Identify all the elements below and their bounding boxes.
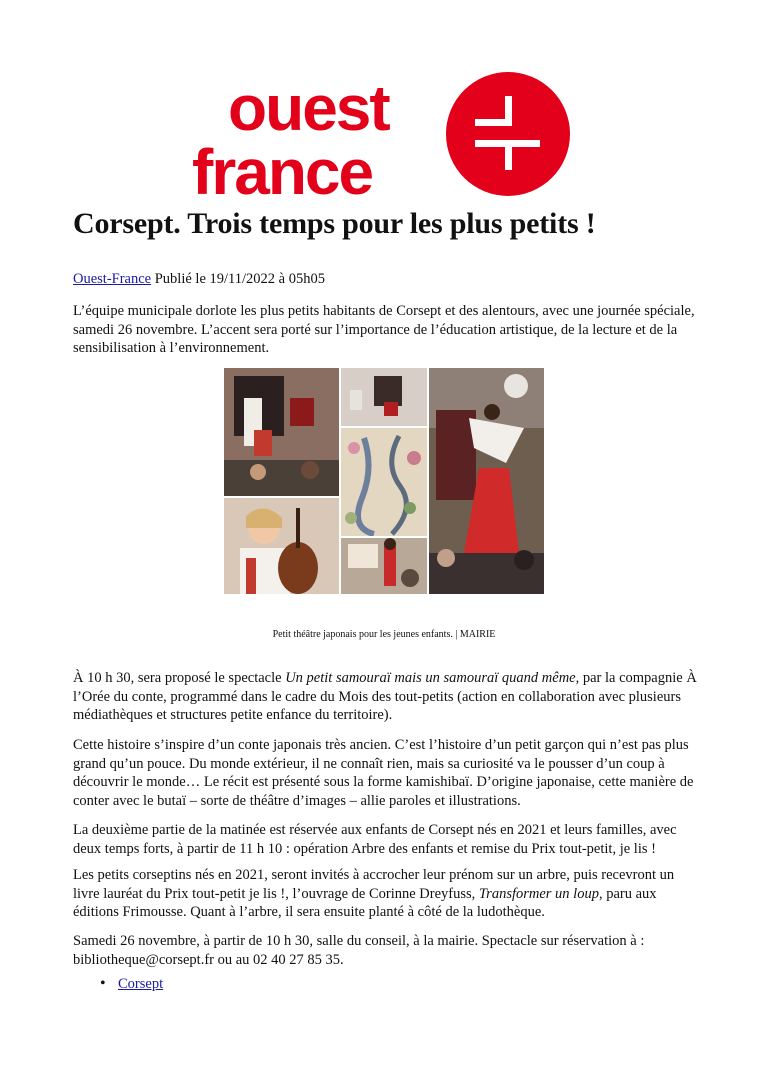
show-title: Un petit samouraï mais un samouraï quand même [285,670,576,686]
article-byline [73,270,325,288]
source-link[interactable]: Ouest-France [73,271,152,287]
publish-date: Publié le 19/11/2022 à 05h05 [154,271,325,287]
article-paragraph-3: La deuxième partie de la matinée est réservée aux enfants de Corsept nés en 2021 et leurs familles, avec deux temps forts, à partir de 11 h 10 : opération Arbre des enfants et remise du Prix tout-petit, je lis ! [73,822,677,857]
paragraph-text: À 10 h 30, sera proposé le spectacle [73,670,286,686]
paragraph-text: Les petits corseptins nés en 2021, seront invités à accrocher leur prénom sur un arbre, puis recevront un livre lauréat du Prix tout-petit je lis !, l’ouvrage de Corinne Dreyfuss, [73,867,675,902]
ouest-france-logo [192,72,576,198]
logo-word-ouest: ouest [228,72,389,144]
article-lead: L’équipe municipale dorlote les plus petits habitants de Corsept et des alentours, avec une journée spéciale, samedi 26 novembre. L’accent sera porté sur l’importance de l’éducation artistique, de la lecture et de la sensibilisation à l’environnement. [73,303,695,356]
tag-item [100,976,163,993]
photo-caption: Petit théâtre japonais pour les jeunes enfants. | MAIRIE [272,629,496,640]
book-title: Transformer un loup [478,885,599,902]
logo-word-france: france [192,136,373,198]
article-paragraph-2: Cette histoire s’inspire d’un conte japonais très ancien. C’est l’histoire d’un petit garçon qui n’est pas plus grand qu’un pouce. Du monde extérieur, il ne connaît rien, mais sa curiosité va le pousser d’un coup à découvrir le monde… Le récit est présenté sous la forme kamishibaï. D’origine japonaise, cette manière de conter avec le butaï – sorte de théâtre d’images – allie paroles et illustrations. [73,737,694,809]
logo-circle-mark [446,72,570,196]
article-paragraph-4 [73,866,698,922]
article-title: Corsept. Trois temps pour les plus petits ! [73,207,596,240]
article-practical-info: Samedi 26 novembre, à partir de 10 h 30, salle du conseil, à la mairie. Spectacle sur réservation à : bibliotheque@corsept.fr ou au 02 40 27 85 35. [73,933,645,968]
article-photo-collage [224,368,544,594]
article-paragraph-1 [73,669,698,725]
tag-list [100,976,163,993]
paragraph-text: , par la compagnie À l’Orée du conte, programmé dans le cadre du Mois des tout-petits (action en collaboration avec plusieurs médiathèques et structures petite enfance du territoire). [73,670,697,723]
tag-link-corsept[interactable]: Corsept [118,976,164,992]
paragraph-text: , paru aux éditions Frimousse. Quant à l’arbre, il sera ensuite planté à côté de la ludothèque. [73,885,657,920]
